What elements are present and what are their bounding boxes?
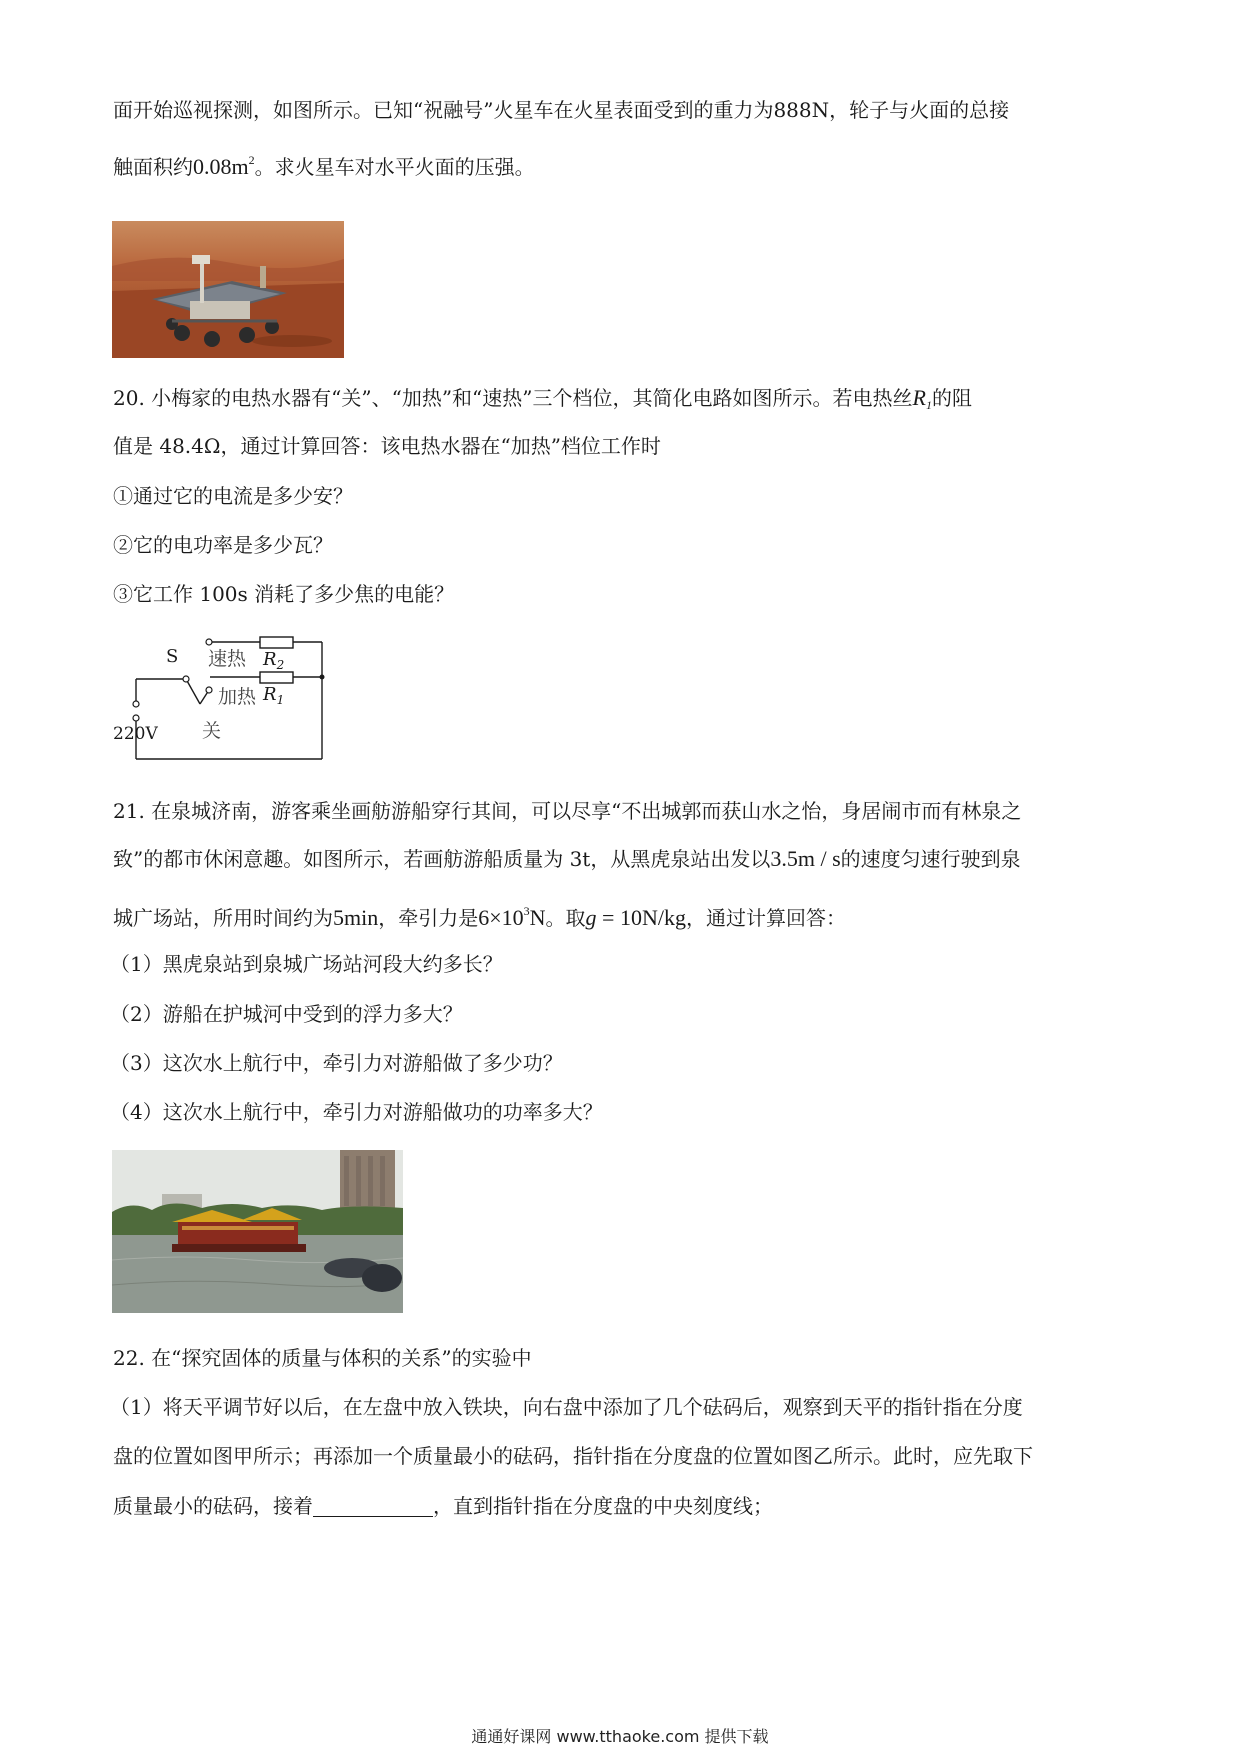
q19-line-1: 面开始巡视探测，如图所示。已知“祝融号”火星车在火星表面受到的重力为888N，轮子与火面的总接 xyxy=(113,98,1010,122)
q20-item-1: ①通过它的电流是多少安？ xyxy=(113,484,353,508)
resistor-r1 xyxy=(260,672,293,683)
q22-line-2: 盘的位置如图甲所示；再添加一个质量最小的砝码，指针指在分度盘的位置如图乙所示。此时，应先取下 xyxy=(113,1444,1033,1468)
heat-label: 加热 xyxy=(218,686,257,708)
answer-blank[interactable] xyxy=(313,1496,433,1517)
terminal-top xyxy=(133,701,139,707)
switch-label: S xyxy=(166,646,179,667)
circuit-diagram xyxy=(110,632,330,767)
page-footer: 通通好课网 www.tthaoke.com 提供下载 xyxy=(471,1727,769,1746)
q21-line-3: 城广场站，所用时间约为5min，牵引力是$6\times 10^3N$。取g = 10N/kg，通过计算回答： xyxy=(113,904,846,930)
q20-line-2: 值是 48.4Ω，通过计算回答：该电热水器在“加热”档位工作时 xyxy=(113,434,661,458)
q20-item-2: ②它的电功率是多少瓦？ xyxy=(113,533,333,557)
q21-sub-3: （3）这次水上航行中，牵引力对游船做了多少功？ xyxy=(110,1051,563,1075)
q21-line-1: 21. 在泉城济南，游客乘坐画舫游船穿行其间，可以尽享“不出城郭而获山水之怡，身居闹市而有林泉之 xyxy=(113,799,1022,823)
pleasure-boat-photo xyxy=(112,1150,403,1313)
q21-sub-1: （1）黑虎泉站到泉城广场站河段大约多长？ xyxy=(110,952,503,976)
force-value: $6\times 10^3N$ xyxy=(478,904,546,930)
mars-rover-photo xyxy=(112,221,344,358)
q22-line-3: 质量最小的砝码，接着 ，直到指针指在分度盘的中央刻度线； xyxy=(113,1494,773,1518)
resistor-r1-symbol: $R_1$ xyxy=(912,385,932,412)
terminal-bottom xyxy=(133,715,139,721)
q20-item-3: ③它工作 100s 消耗了多少焦的电能？ xyxy=(113,582,455,606)
contact-area-value: $0.08m^2$ xyxy=(193,153,255,179)
q22-title: 22. 在“探究固体的质量与体积的关系”的实验中 xyxy=(113,1346,532,1370)
time-value: 5min xyxy=(333,905,379,930)
q21-line-2: 致”的都市休闲意趣。如图所示，若画舫游船质量为 3t，从黑虎泉站出发以3.5m / s的速度匀速行驶到泉 xyxy=(113,846,1021,871)
r2-label: $R_2$ xyxy=(263,649,285,672)
q19-line-2: 触面积约$0.08m^2$。求火星车对水平火面的压强。 xyxy=(113,153,535,179)
r1-label: $R_1$ xyxy=(263,684,285,707)
voltage-label: 220V xyxy=(113,724,158,744)
q22-line-1: （1）将天平调节好以后，在左盘中放入铁块，向右盘中添加了几个砝码后，观察到天平的指针指在分度 xyxy=(110,1395,1023,1419)
junction-node xyxy=(320,675,325,680)
resistor-r2 xyxy=(260,637,293,648)
q21-sub-4: （4）这次水上航行中，牵引力对游船做功的功率多大？ xyxy=(110,1100,603,1124)
fast-heat-label: 速热 xyxy=(208,648,247,670)
q20-line-1: 20. 小梅家的电热水器有“关”、“加热”和“速热”三个档位，其简化电路如图所示。若电热丝$R_1$的阻 xyxy=(113,385,972,412)
off-label: 关 xyxy=(202,720,222,742)
q21-sub-2: （2）游船在护城河中受到的浮力多大？ xyxy=(110,1002,463,1026)
gravity-value: g = 10N/kg xyxy=(585,905,686,930)
speed-value: 3.5m / s xyxy=(770,846,841,871)
heat-contact xyxy=(206,687,212,693)
switch-pivot xyxy=(183,676,189,682)
